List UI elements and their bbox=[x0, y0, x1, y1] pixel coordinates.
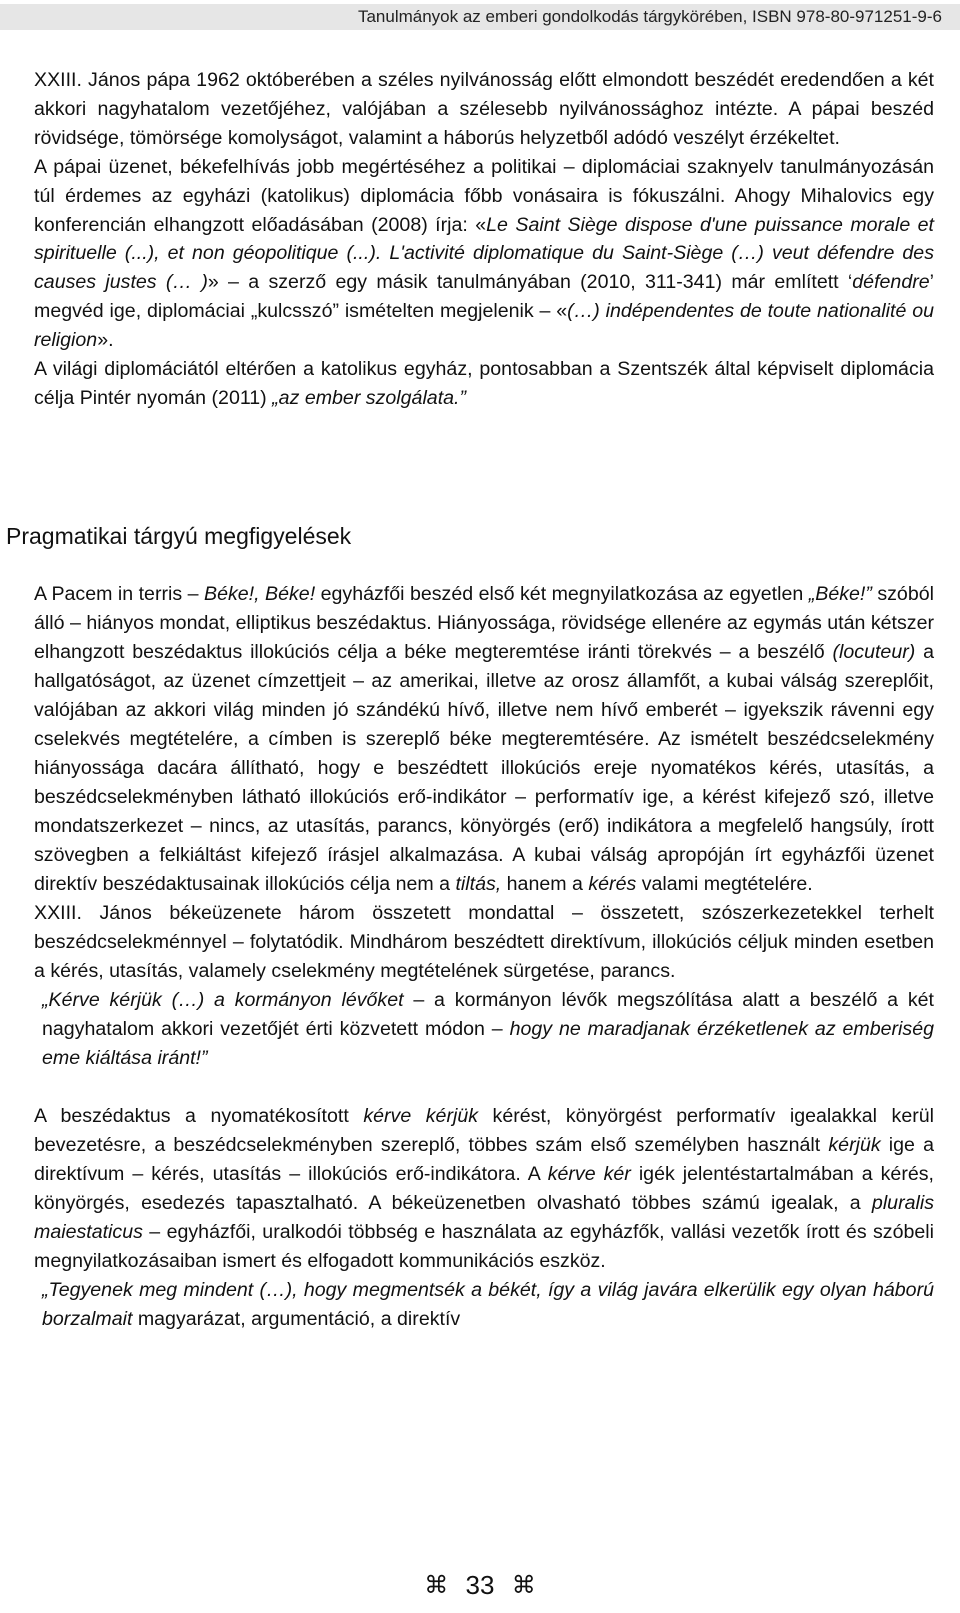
running-title: Tanulmányok az emberi gondolkodás tárgykörében, ISBN 978-80-971251-9-6 bbox=[357, 7, 942, 26]
spacer bbox=[34, 1073, 934, 1102]
command-symbol-icon: ⌘ bbox=[511, 1572, 536, 1599]
quote-phrase: „az ember szolgálata.” bbox=[272, 386, 466, 409]
paragraph-text: szóból álló – hiányos mondat, elliptikus beszédaktus. Hiányossága, rövidsége ellenére az egymás után kétszer elhangzott beszédaktus illokúciós célja a béke megteremtése iránti törekvés – a beszélő bbox=[34, 583, 934, 663]
term: kérjük bbox=[828, 1134, 881, 1156]
paragraph bbox=[34, 153, 934, 355]
term: kérve kér bbox=[547, 1163, 631, 1185]
paragraph bbox=[34, 899, 934, 986]
paragraph-text: igék jelentéstartalmában a kérés, könyörgés, esedezés tapasztalható. A békeüzenetben olvasható többes számú igealak, a bbox=[34, 1163, 934, 1214]
quote-phrase: Béke!, Béke! bbox=[204, 583, 316, 605]
text-block-intro bbox=[34, 66, 934, 413]
paragraph-text: » – a szerző egy másik tanulmányában (2010, 311-341) már említett ‘ bbox=[207, 271, 853, 294]
paragraph-text: a hallgatóságot, az üzenet címzettjeit – az amerikai, illetve az orosz államfőt, a kubai válság szereplőit, valójában az akkori világ minden jó szándékú hívő, illetve nem hívő emberét – igyekszik rávenni egy cselekvés megtételére, a címben is szereplő béke megteremtésére. Az ismételt beszédcselekmény hiányossága dacára állítható, hogy e beszédtett illokúciós ereje nyomatékos kérés, utasítás, a beszédcselekményben látható illokúciós erő-indikátor – performatív ige, a kérést kifejező szó, illetve mondatszerkezet – nincs, az utasítás, parancs, könyörgés (erő) indikátora a megfelelő hangsúly, írott szövegben a felkiáltást kifejező írásjel alkalmazása. A kubai válság apropóján írt egyházfői üzenet direktív beszédaktusainak illokúciós célja nem a bbox=[34, 641, 934, 895]
quote-phrase: „Tegyenek meg mindent (…), hogy megmentsék a békét, így a világ javára elkerülik egy olyan háború borzalmait bbox=[42, 1279, 934, 1330]
paragraph-text: – egyházfői, uralkodói többség e használata az egyházfők, vallási vezetők írott és szóbeli megnyilatkozásaiban ismert és elfogadott kommunikációs eszköz. bbox=[34, 1221, 934, 1272]
french-quote: (…) indépendentes de toute nationalité ou religion bbox=[34, 300, 934, 352]
paragraph-text: ’ megvéd ige, diplomáciai „kulcsszó” ismételten megjelenik – « bbox=[34, 271, 934, 323]
quote-phrase: „Béke!” bbox=[808, 583, 872, 605]
paragraph-text: XXIII. János pápa 1962 októberében a széles nyilvánosság előtt elmondott beszédét eredendően a két akkori nagyhatalom vezetőjéhez, valójában a szélesebb nyilvánossághoz intézte. A pápai beszéd rövidsége, tömörsége komolyságot, valamint a háborús helyzetből adódó veszélyt érzékeltet. bbox=[34, 69, 934, 149]
paragraph-text: ige a direktívum – kérés, utasítás – illokúciós erő-indikátora. A bbox=[34, 1134, 934, 1185]
french-term: défendre bbox=[852, 271, 930, 294]
text-block-pragmatics bbox=[34, 580, 934, 1334]
paragraph-text: A világi diplomáciától eltérően a katolikus egyház, pontosabban a Szentszék által képviselt diplomácia célja Pintér nyomán (2011) bbox=[34, 358, 934, 409]
quote-phrase: „Kérve kérjük (…) a kormányon lévőket bbox=[42, 989, 404, 1011]
paragraph bbox=[34, 580, 934, 899]
quote-paragraph bbox=[42, 1276, 934, 1334]
quote-paragraph bbox=[42, 986, 934, 1073]
paragraph-text: A beszédaktus a nyomatékosított bbox=[34, 1105, 364, 1127]
paragraph bbox=[34, 355, 934, 413]
paragraph-text: valami megtételére. bbox=[636, 873, 813, 895]
paragraph-text: ». bbox=[97, 329, 114, 352]
paragraph bbox=[34, 1102, 934, 1276]
paragraph-text: magyarázat, argumentáció, a direktív bbox=[132, 1308, 461, 1330]
term: (locuteur) bbox=[832, 641, 916, 663]
section-heading: Pragmatikai tárgyú megfigyelések bbox=[6, 523, 352, 549]
paragraph-text: – bbox=[182, 583, 205, 605]
paragraph-text: A bbox=[34, 583, 52, 605]
term: kérés bbox=[588, 873, 637, 895]
term: tiltás, bbox=[455, 873, 502, 895]
paragraph-text: – a kormányon lévők megszólítása alatt a beszélő a két nagyhatalom akkori vezetőjét érti közvetett módon – bbox=[42, 989, 934, 1040]
paragraph-text: hanem a bbox=[501, 873, 589, 895]
title-text: Pacem in terris bbox=[51, 583, 183, 605]
page-footer bbox=[0, 1568, 960, 1603]
paragraph-text: A pápai üzenet, békefelhívás jobb megértéséhez a politikai – diplomáciai szaknyelv tanulmányozásán túl érdemes az egyházi (katolikus) diplomácia főbb vonásaira is fókuszálni. Ahogy Mihalovics egy konferencián elhangzott előadásában (2008) írja: « bbox=[34, 155, 934, 236]
quote-phrase: hogy ne maradjanak érzéketlenek az emberiség eme kiáltása iránt!” bbox=[42, 1018, 934, 1069]
paragraph-text: egyházfői beszéd első két megnyilatkozása az egyetlen bbox=[315, 583, 809, 605]
running-header bbox=[0, 4, 960, 30]
page-number: 33 bbox=[465, 1570, 495, 1600]
term: pluralis maiestaticus bbox=[34, 1192, 934, 1243]
paragraph-text: XXIII. János békeüzenete három összetett mondattal – összetett, szószerkezetekkel terhelt beszédcselekménnyel – folytatódik. Mindhárom beszédtett direktívum, illokúciós céljuk minden esetben a kérés, utasítás, valamely cselekmény megtételének sürgetése, parancs. bbox=[34, 902, 934, 982]
paragraph-text: kérést, könyörgést performatív igealakkal kerül bevezetésre, a beszédcselekményben szereplő, többes szám első személyben használt bbox=[34, 1105, 934, 1156]
term: kérve kérjük bbox=[363, 1105, 479, 1127]
paragraph bbox=[34, 66, 934, 153]
command-symbol-icon: ⌘ bbox=[424, 1572, 449, 1599]
french-quote: Le Saint Siège dispose d'une puissance morale et spirituelle (...), et non géopolitique (...). L'activité diplomatique du Saint-Siège (…) veut défendre des causes justes (… ) bbox=[34, 213, 935, 294]
